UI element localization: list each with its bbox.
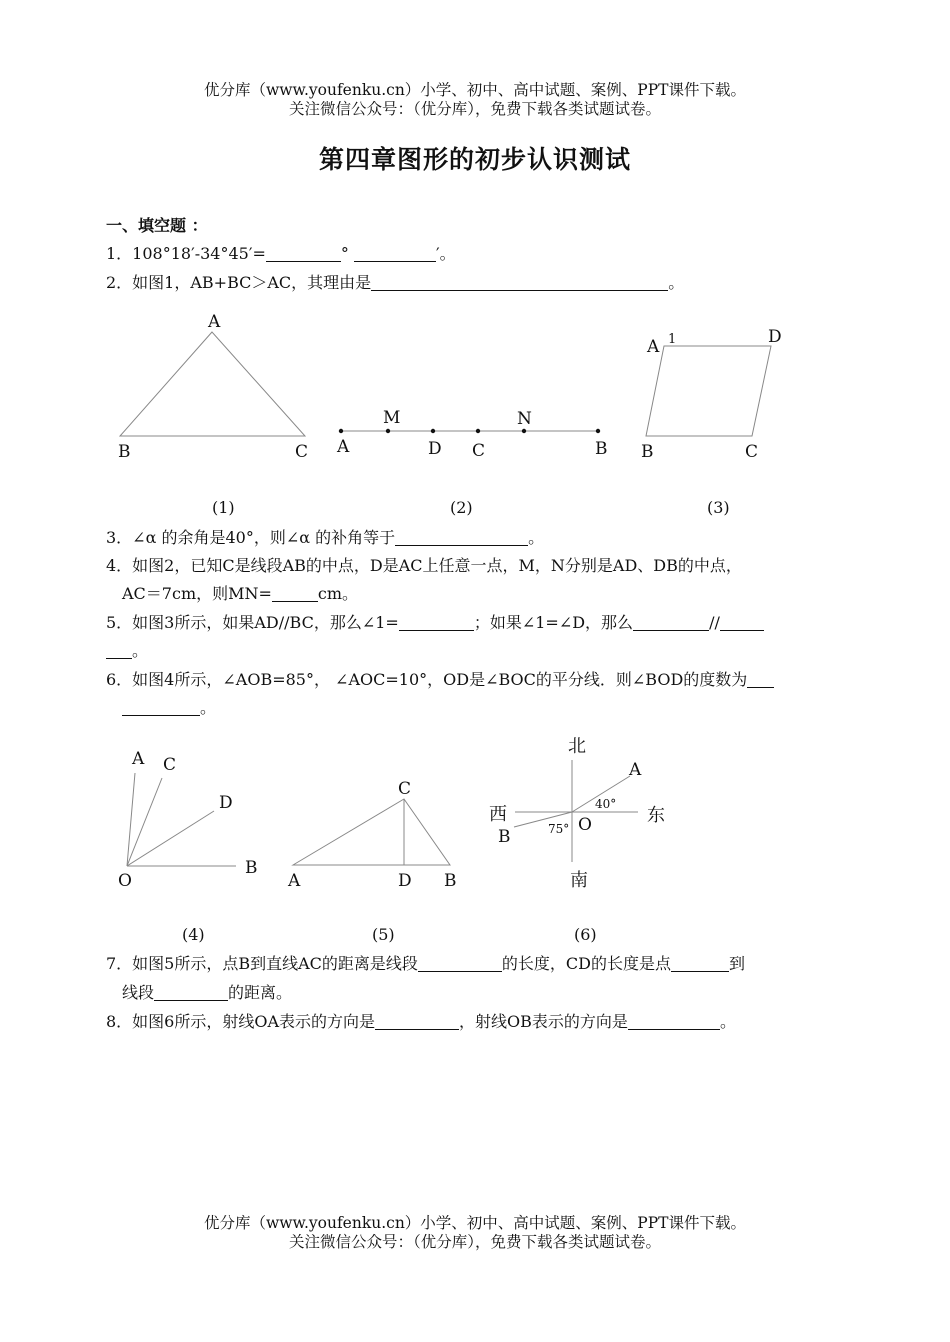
header-line-2: 关注微信公众号：（优分库），免费下载各类试题试卷。 <box>288 100 661 118</box>
q5-text-d: 。 <box>132 641 149 660</box>
fig5-label-c: C <box>398 779 412 799</box>
fig3-label-b: B <box>641 442 654 462</box>
footer-line-1: 优分库（www.youfenku.cn）小学、初中、高中试题、案例、PPT课件下载。 <box>203 1214 747 1232</box>
fig3-label-c: C <box>745 442 759 462</box>
figure-6-caption: (6) <box>574 925 597 944</box>
figure-4-angles <box>118 749 258 891</box>
q5-text-b: ；如果∠1=∠D，那么 <box>473 613 634 632</box>
q8-text-a: 8．如图6所示，射线OA表示的方向是 <box>106 1012 376 1031</box>
q7-text-c: 到 <box>729 954 746 973</box>
fig1-label-a: A <box>208 312 221 332</box>
fig1-label-c: C <box>295 442 309 462</box>
fig6-angle-40: 40° <box>595 797 617 811</box>
fig4-label-d: D <box>219 793 233 813</box>
q8-text-c: 。 <box>719 1012 736 1031</box>
q1-text-b: ° <box>340 244 349 263</box>
figure-5-caption: (5) <box>372 925 395 944</box>
fig6-label-north: 北 <box>568 736 586 757</box>
q1-text-a: 1．108°18′-34°45′= <box>106 244 266 263</box>
q7-text-b: 的长度，CD的长度是点 <box>501 954 671 973</box>
q6-text-b: 。 <box>200 698 217 717</box>
q7-blank-1[interactable] <box>418 955 502 972</box>
q2-text-a: 2．如图1，AB+BC＞AC，其理由是 <box>106 273 372 292</box>
q1-text-c: ′。 <box>435 244 456 263</box>
ray-oa <box>127 773 135 866</box>
footer-line-2: 关注微信公众号：（优分库），免费下载各类试题试卷。 <box>288 1233 661 1251</box>
q5-text-c: // <box>709 613 720 632</box>
fig6-label-a: A <box>629 760 642 780</box>
fig6-label-east: 东 <box>647 805 665 826</box>
page-title: 第四章图形的初步认识测试 <box>318 145 631 174</box>
q7-text-d: 线段 <box>122 983 155 1002</box>
fig2-label-m: M <box>383 408 401 428</box>
ray-od <box>127 811 214 866</box>
fig3-label-a: A <box>647 337 660 357</box>
q5-text-a: 5．如图3所示，如果AD//BC，那么∠1= <box>106 613 399 632</box>
fig4-label-a: A <box>132 749 145 769</box>
figure-3-caption: (3) <box>707 498 730 517</box>
q8-text-b: ，射线OB表示的方向是 <box>459 1012 628 1031</box>
q4-text-a: 4．如图2，已知C是线段AB的中点，D是AC上任意一点，M，N分别是AD、DB的中点， <box>106 556 742 575</box>
q3-text-b: 。 <box>528 528 545 547</box>
q2-text-b: 。 <box>668 273 685 292</box>
figure-5-triangle <box>287 779 457 891</box>
fig6-angle-75: 75° <box>548 822 570 836</box>
triangle-acb <box>293 799 450 865</box>
fig6-label-south: 南 <box>570 870 588 891</box>
header-line-1: 优分库（www.youfenku.cn）小学、初中、高中试题、案例、PPT课件下载。 <box>203 81 747 99</box>
fig2-label-d: D <box>428 439 442 459</box>
figure-6-compass <box>489 736 665 891</box>
q8-blank-2[interactable] <box>628 1013 720 1030</box>
q7-blank-2[interactable] <box>671 955 729 972</box>
q3-text-a: 3．∠α 的余角是40°，则∠α 的补角等于 <box>106 528 396 547</box>
fig6-label-b: B <box>498 827 511 847</box>
question-7 <box>106 954 745 974</box>
q7-text-e: 的距离。 <box>228 983 293 1002</box>
fig4-label-o: O <box>118 871 132 891</box>
q4-text-c: cm。 <box>317 584 359 603</box>
ray-oc <box>127 778 162 866</box>
q6-text-a: 6．如图4所示，∠AOB=85°， ∠AOC=10°，OD是∠BOC的平分线．则∠BOD的度数为 <box>106 670 748 689</box>
fig1-label-b: B <box>118 442 131 462</box>
section-heading: 一、填空题 ： <box>106 216 208 235</box>
fig5-label-b: B <box>444 871 457 891</box>
fig6-label-o: O <box>578 815 592 835</box>
fig5-label-a: A <box>288 871 301 891</box>
figure-4-caption: (4) <box>182 925 205 944</box>
q7-text-a: 7．如图5所示，点B到直线AC的距离是线段 <box>106 954 418 973</box>
question-8 <box>106 1012 736 1032</box>
q8-blank-1[interactable] <box>375 1013 459 1030</box>
figure-1-caption: (1) <box>212 498 235 517</box>
fig3-label-angle-1: 1 <box>668 332 677 347</box>
fig2-label-n: N <box>517 409 532 429</box>
fig4-label-c: C <box>163 755 177 775</box>
question-7-line-2 <box>122 983 292 1003</box>
fig2-label-a: A <box>337 437 350 457</box>
fig2-label-c: C <box>472 441 486 461</box>
figure-2-caption: (2) <box>450 498 473 517</box>
q4-text-b: AC＝7cm，则MN= <box>122 584 272 603</box>
fig3-label-d: D <box>768 327 782 347</box>
fig5-label-d: D <box>398 871 412 891</box>
fig6-label-west: 西 <box>489 804 507 825</box>
fig4-label-b: B <box>245 858 258 878</box>
q7-blank-3[interactable] <box>154 984 228 1001</box>
fig2-label-b: B <box>595 439 608 459</box>
